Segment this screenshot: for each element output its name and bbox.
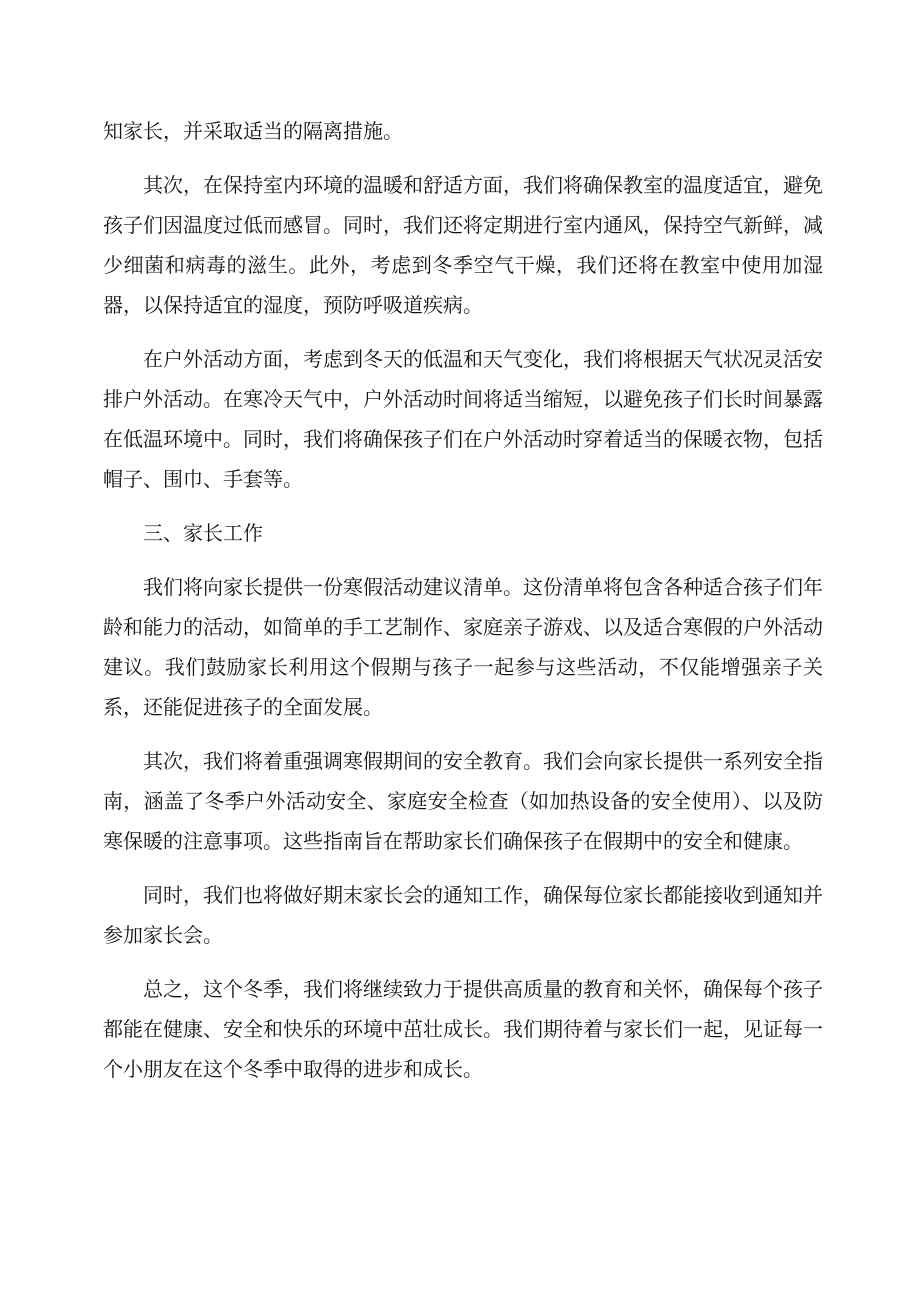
paragraph-indoor-environment: 其次，在保持室内环境的温暖和舒适方面，我们将确保教室的温度适宜，避免孩子们因温度过低而感冒。同时，我们还将定期进行室内通风，保持空气新鲜，减少细菌和病毒的滋生。此外，考虑到冬季空气干燥，我们还将在教室中使用加湿器，以保持适宜的湿度，预防呼吸道疾病。 bbox=[103, 173, 823, 317]
paragraph-activity-list: 我们将向家长提供一份寒假活动建议清单。这份清单将包含各种适合孩子们年龄和能力的活动，如简单的手工艺制作、家庭亲子游戏、以及适合寒假的户外活动建议。我们鼓励家长利用这个假期与孩子一起参与这些活动，不仅能增强亲子关系，还能促进孩子的全面发展。 bbox=[103, 575, 823, 719]
paragraph-safety-education: 其次，我们将着重强调寒假期间的安全教育。我们会向家长提供一系列安全指南，涵盖了冬季户外活动安全、家庭安全检查（如加热设备的安全使用）、以及防寒保暖的注意事项。这些指南旨在帮助家长们确保孩子在假期中的安全和健康。 bbox=[103, 749, 823, 853]
paragraph-continuation: 知家长，并采取适当的隔离措施。 bbox=[103, 119, 403, 143]
document-body bbox=[103, 111, 823, 1103]
paragraph-outdoor-activities: 在户外活动方面，考虑到冬天的低温和天气变化，我们将根据天气状况灵活安排户外活动。在寒冷天气中，户外活动时间将适当缩短，以避免孩子们长时间暴露在低温环境中。同时，我们将确保孩子们在户外活动时穿着适当的保暖衣物，包括帽子、围巾、手套等。 bbox=[103, 347, 823, 491]
paragraph-parent-meeting: 同时，我们也将做好期末家长会的通知工作，确保每位家长都能接收到通知并参加家长会。 bbox=[103, 883, 823, 947]
section-heading-parent-work: 三、家长工作 bbox=[143, 521, 263, 545]
paragraph-conclusion: 总之，这个冬季，我们将继续致力于提供高质量的教育和关怀，确保每个孩子都能在健康、安全和快乐的环境中茁壮成长。我们期待着与家长们一起，见证每一个小朋友在这个冬季中取得的进步和成长。 bbox=[103, 977, 823, 1081]
